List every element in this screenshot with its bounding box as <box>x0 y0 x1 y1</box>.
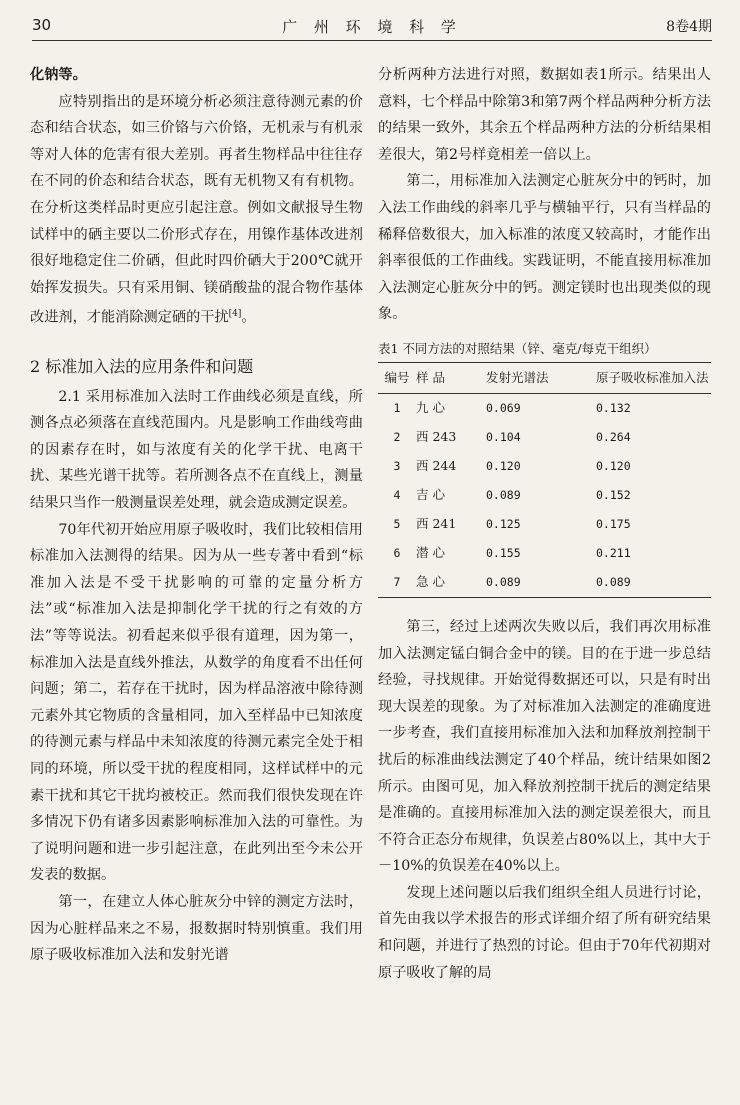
paragraph-valence-end: 。 <box>241 310 256 327</box>
table-row <box>378 568 711 598</box>
page-header <box>32 12 712 41</box>
paragraph-valence-text: 应特别指出的是环境分析必须注意待测元素的价态和结合状态，如三价铬与六价铬，无机汞与有机汞等对人体的危害有很大差别。再者生物样品中往往存在不同的价态和结合状态，既有无机物又有有机物。在分析这类样品时更应引起注意。例如文献报导生物试样中的硒主要以二价形式存在，用镍作基体改进剂很好地稳定住二价硒，但此时四价硒大于200℃就开始挥发损失。只有采用铜、镁硝酸盐的混合物作基体改进剂，才能消除测定硒的干扰 <box>30 93 363 327</box>
paragraph-discussion: 发现上述问题以后我们组织全组人员进行讨论，首先由我以学术报告的形式详细介绍了所有研究结果和问题，并进行了热烈的讨论。但由于70年代初期对原子吸收了解的局 <box>378 884 711 981</box>
table-row <box>378 539 711 568</box>
paragraph-2-1: 2.1 采用标准加入法时工作曲线必须是直线，所测各点必须落在直线范围内。凡是影响工作曲线弯曲的因素存在时，如与浓度有关的化学干扰、电离干扰、某些光谱干扰等。若所测各点不在直线上，测量结果只当作一般测量误差处理，就会造成测定误差。 <box>30 388 363 512</box>
header-id: 编号 <box>378 362 416 393</box>
table-spacer <box>378 598 711 614</box>
citation-ref: [4] <box>228 309 242 320</box>
issue-label: 8卷4期 <box>666 19 712 35</box>
cell-aas: 0.089 <box>596 568 711 598</box>
cell-emission: 0.155 <box>486 546 521 561</box>
cell-sample: 西 244 <box>416 458 457 474</box>
paragraph-comparison: 分析两种方法进行对照，数据如表1所示。结果出人意料，七个样品中除第3和第7两个样品两种分析方法的结果一致外，其余五个样品两种方法的分析结果相差很大，第2号样竟相差一倍以上。 <box>378 67 711 163</box>
cell-id: 5 <box>393 517 401 532</box>
left-column <box>30 62 363 969</box>
cell-emission: 0.089 <box>486 488 521 503</box>
table-row <box>378 393 711 423</box>
section-heading: 2 标准加入法的应用条件和问题 <box>30 356 254 376</box>
cell-emission: 0.104 <box>486 430 521 445</box>
cell-sample: 吉 心 <box>416 487 445 503</box>
right-column <box>378 62 711 986</box>
comparison-table <box>378 362 711 598</box>
cell-aas: 0.120 <box>596 459 631 474</box>
table-row <box>378 510 711 539</box>
journal-title: 广 州 环 境 科 学 <box>282 18 462 36</box>
paragraph-70s: 70年代初开始应用原子吸收时，我们比较相信用标准加入法测得的结果。因为从一些专著中看到“标准加入法是不受干扰影响的可靠的定量分析方法”或“标准加入法是抑制化学干扰的行之有效的方法”等等说法。初看起来似乎很有道理，因为第一，标准加入法是直线外推法，从数学的角度看不出任何问题；第二，若存在干扰时，因为样品溶液中除待测元素外其它物质的含量相同，加入至样品中已知浓度的待测元素与样品中未知浓度的待测元素完全处于相同的环境，所以受干扰的程度相同，这样试样中的元素干扰和其它干扰均被校正。然而我们很快发现在许多情况下仍有诸多因素影响标准加入法的可靠性。为了说明问题和进一步引起注意，在此列出至今未公开发表的数据。 <box>30 521 363 884</box>
cell-aas: 0.211 <box>596 546 631 561</box>
header-sample: 样 品 <box>416 362 486 393</box>
cell-id: 6 <box>393 546 401 561</box>
cell-aas: 0.264 <box>596 430 631 445</box>
cell-id: 1 <box>393 401 401 416</box>
cell-emission: 0.120 <box>486 459 521 474</box>
cell-emission: 0.125 <box>486 517 521 532</box>
cell-aas: 0.152 <box>596 488 631 503</box>
paragraph-second: 第二，用标准加入法测定心脏灰分中的钙时，加入法工作曲线的斜率几乎与横轴平行，只有当样品的稀释倍数很大，加入标准的浓度又较高时，才能作出斜率很低的工作曲线。实践证明，不能直接用标准加入法测定心脏灰分中的钙。测定镁时也出现类似的现象。 <box>378 173 711 323</box>
cell-emission: 0.089 <box>486 568 596 598</box>
table-row <box>378 481 711 510</box>
cell-id: 4 <box>393 488 401 503</box>
cell-emission: 0.069 <box>486 401 521 416</box>
cell-sample: 急 心 <box>416 568 486 598</box>
cell-sample: 西 241 <box>416 516 457 532</box>
table-row <box>378 452 711 481</box>
table-caption: 表1 不同方法的对照结果（锌、毫克/每克干组织） <box>378 340 657 356</box>
page-number: 30 <box>32 16 52 34</box>
cell-id: 3 <box>393 459 401 474</box>
header-aas: 原子吸收标准加入法 <box>596 362 711 393</box>
cell-sample: 西 243 <box>416 429 457 445</box>
cell-id: 2 <box>393 430 401 445</box>
table-row <box>378 423 711 452</box>
table-1 <box>378 338 711 598</box>
paragraph-third: 第三，经过上述两次失败以后，我们再次用标准加入法测定锰白铜合金中的镁。目的在于进一步总结经验，寻找规律。开始觉得数据还可以，只是有时出现大误差的现象。为了对标准加入法测定的准确度进一步考查，我们直接用标准加入法和加释放剂控制干扰后的标准曲线法测定了40个样品，统计结果如图2所示。由图可见，加入释放剂控制干扰后的测定结果是准确的。直接用标准加入法的测定误差很大，而且不符合正态分布规律，负误差占80%以上，其中大于－10%的负误差在40%以上。 <box>378 618 711 875</box>
cell-aas: 0.175 <box>596 517 631 532</box>
cell-aas: 0.132 <box>596 401 631 416</box>
cell-sample: 九 心 <box>416 400 445 416</box>
table-header-row <box>378 362 711 393</box>
header-emission: 发射光谱法 <box>486 362 596 393</box>
paragraph-valence <box>30 89 363 332</box>
paragraph-first: 第一，在建立人体心脏灰分中锌的测定方法时，因为心脏样品来之不易，报数据时特别慎重。我们用原子吸收标准加入法和发射光谱 <box>30 893 363 964</box>
cell-id: 7 <box>378 568 416 598</box>
paragraph-continuation: 化钠等。 <box>30 67 87 83</box>
cell-sample: 潜 心 <box>416 545 445 561</box>
